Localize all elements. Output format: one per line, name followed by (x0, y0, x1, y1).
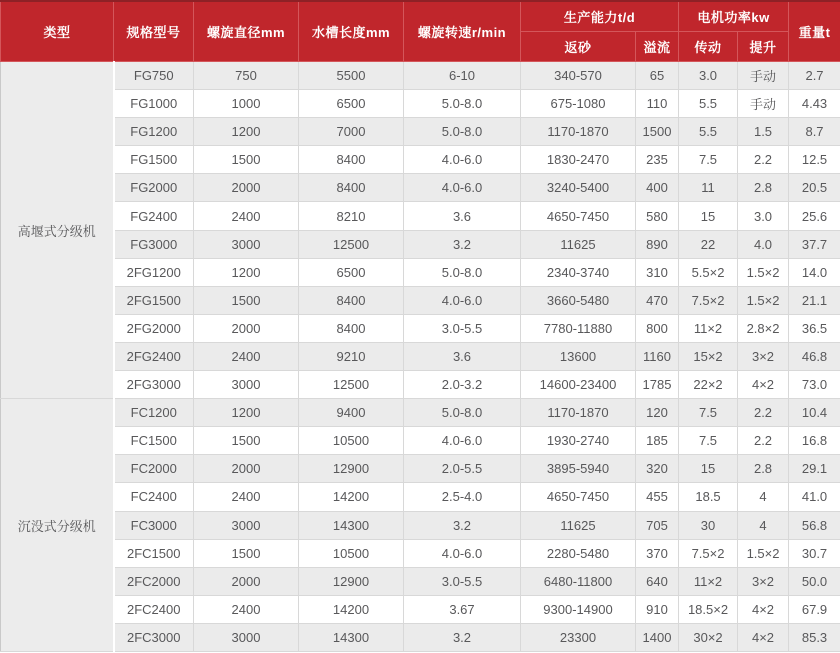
table-cell: 4×2 (738, 623, 789, 651)
table-cell: FC1200 (114, 399, 194, 427)
table-cell: 1200 (194, 118, 299, 146)
table-cell: 2280-5480 (521, 539, 636, 567)
table-cell: 10500 (299, 427, 404, 455)
table-cell: 8210 (299, 202, 404, 230)
table-cell: 8.7 (789, 118, 840, 146)
table-cell: 2FC2400 (114, 595, 194, 623)
table-cell: 2400 (194, 202, 299, 230)
table-cell: FG2000 (114, 174, 194, 202)
table-row (1, 427, 840, 455)
table-cell: 310 (636, 258, 679, 286)
table-cell: 14.0 (789, 258, 840, 286)
table-cell: 2400 (194, 483, 299, 511)
header-model: 规格型号 (114, 1, 194, 62)
table-cell: 580 (636, 202, 679, 230)
table-cell: 16.8 (789, 427, 840, 455)
table-row (1, 90, 840, 118)
table-cell: 3660-5480 (521, 286, 636, 314)
header-overflow: 溢流 (636, 32, 679, 62)
table-cell: 1.5 (738, 118, 789, 146)
table-cell: 4.0-6.0 (404, 174, 521, 202)
table-cell: 2400 (194, 342, 299, 370)
table-cell: 3.2 (404, 511, 521, 539)
table-cell: 10.4 (789, 399, 840, 427)
table-row (1, 62, 840, 90)
table-cell: 3.0 (679, 62, 738, 90)
table-cell: FG1000 (114, 90, 194, 118)
header-spiral-speed: 螺旋转速r/min (404, 1, 521, 62)
table-cell: 4 (738, 483, 789, 511)
table-cell: 15×2 (679, 342, 738, 370)
table-cell: 3.6 (404, 202, 521, 230)
table-cell: 7.5 (679, 399, 738, 427)
table-cell: 1500 (194, 539, 299, 567)
table-cell: 3000 (194, 371, 299, 399)
table-cell: 890 (636, 230, 679, 258)
table-cell: 30.7 (789, 539, 840, 567)
table-cell: 6480-11800 (521, 567, 636, 595)
table-body (1, 62, 840, 652)
table-cell: FG750 (114, 62, 194, 90)
table-cell: 9400 (299, 399, 404, 427)
table-cell: 2FC3000 (114, 623, 194, 651)
table-cell: 470 (636, 286, 679, 314)
table-cell: 11625 (521, 511, 636, 539)
table-cell: 2FG1200 (114, 258, 194, 286)
table-cell: FC2000 (114, 455, 194, 483)
table-cell: 4.43 (789, 90, 840, 118)
table-cell: 手动 (738, 62, 789, 90)
table-cell: 1500 (194, 427, 299, 455)
header-weight: 重量t (789, 1, 840, 62)
table-cell: 2.8 (738, 174, 789, 202)
table-cell: 3000 (194, 623, 299, 651)
table-cell: 65 (636, 62, 679, 90)
table-cell: 3.0 (738, 202, 789, 230)
table-cell: 2.2 (738, 427, 789, 455)
table-cell: 3×2 (738, 342, 789, 370)
table-cell: FC2400 (114, 483, 194, 511)
table-cell: 5.5×2 (679, 258, 738, 286)
table-cell: FG3000 (114, 230, 194, 258)
header-spiral-diameter: 螺旋直径mm (194, 1, 299, 62)
table-cell: 8400 (299, 314, 404, 342)
table-cell: 5.0-8.0 (404, 399, 521, 427)
table-row (1, 174, 840, 202)
table-cell: 14300 (299, 511, 404, 539)
table-cell: 5.0-8.0 (404, 118, 521, 146)
header-drive: 传动 (679, 32, 738, 62)
table-cell: 320 (636, 455, 679, 483)
header-row-1 (1, 1, 840, 32)
table-cell: 4×2 (738, 595, 789, 623)
table-cell: 14200 (299, 483, 404, 511)
table-row (1, 371, 840, 399)
table-cell: 15 (679, 202, 738, 230)
table-cell: 1160 (636, 342, 679, 370)
table-cell: 910 (636, 595, 679, 623)
table-cell: 1000 (194, 90, 299, 118)
table-cell: 7.5 (679, 146, 738, 174)
table-cell: 5.0-8.0 (404, 90, 521, 118)
table-cell: 1400 (636, 623, 679, 651)
table-cell: 36.5 (789, 314, 840, 342)
table-cell: 2400 (194, 595, 299, 623)
table-cell: 2.8 (738, 455, 789, 483)
table-cell: 185 (636, 427, 679, 455)
table-cell: 2.0-3.2 (404, 371, 521, 399)
table-cell: 7000 (299, 118, 404, 146)
table-cell: 20.5 (789, 174, 840, 202)
table-row (1, 230, 840, 258)
table-row (1, 511, 840, 539)
table-cell: 6500 (299, 90, 404, 118)
table-cell: 2.5-4.0 (404, 483, 521, 511)
table-cell: 18.5×2 (679, 595, 738, 623)
table-cell: 5.5 (679, 90, 738, 118)
table-cell: 18.5 (679, 483, 738, 511)
table-cell: 23300 (521, 623, 636, 651)
table-cell: 4×2 (738, 371, 789, 399)
table-cell: 2FG1500 (114, 286, 194, 314)
table-cell: 4.0-6.0 (404, 146, 521, 174)
table-cell: 2.7 (789, 62, 840, 90)
table-cell: 30×2 (679, 623, 738, 651)
table-row (1, 118, 840, 146)
table-cell: 3.0-5.5 (404, 314, 521, 342)
table-cell: 21.1 (789, 286, 840, 314)
table-row (1, 595, 840, 623)
table-row (1, 342, 840, 370)
table-cell: 11×2 (679, 314, 738, 342)
table-row (1, 455, 840, 483)
table-row (1, 567, 840, 595)
table-cell: 4 (738, 511, 789, 539)
table-cell: 3×2 (738, 567, 789, 595)
table-cell: 3.6 (404, 342, 521, 370)
table-cell: 675-1080 (521, 90, 636, 118)
table-cell: 7.5×2 (679, 286, 738, 314)
table-cell: 7.5×2 (679, 539, 738, 567)
table-cell: 3.2 (404, 230, 521, 258)
header-return-sand: 返砂 (521, 32, 636, 62)
table-cell: 5.5 (679, 118, 738, 146)
table-header (1, 1, 840, 62)
table-row (1, 623, 840, 651)
type-group-cell: 沉没式分级机 (1, 399, 114, 652)
table-cell: 14600-23400 (521, 371, 636, 399)
table-row (1, 286, 840, 314)
table-cell: 2FG3000 (114, 371, 194, 399)
table-cell: 8400 (299, 286, 404, 314)
table-cell: 2340-3740 (521, 258, 636, 286)
table-cell: 705 (636, 511, 679, 539)
table-cell: 1930-2740 (521, 427, 636, 455)
table-cell: 2.8×2 (738, 314, 789, 342)
table-cell: 4650-7450 (521, 202, 636, 230)
table-row (1, 314, 840, 342)
table-cell: 1500 (194, 286, 299, 314)
table-cell: 120 (636, 399, 679, 427)
table-cell: 85.3 (789, 623, 840, 651)
table-cell: 14200 (299, 595, 404, 623)
table-cell: 1830-2470 (521, 146, 636, 174)
table-cell: FG2400 (114, 202, 194, 230)
table-cell: 11625 (521, 230, 636, 258)
table-cell: 22×2 (679, 371, 738, 399)
table-cell: 2FG2000 (114, 314, 194, 342)
table-cell: FG1200 (114, 118, 194, 146)
table-cell: 8400 (299, 174, 404, 202)
table-cell: 1500 (636, 118, 679, 146)
table-cell: 2.2 (738, 146, 789, 174)
table-cell: 455 (636, 483, 679, 511)
table-cell: 37.7 (789, 230, 840, 258)
table-cell: 1200 (194, 258, 299, 286)
table-row (1, 146, 840, 174)
table-cell: 370 (636, 539, 679, 567)
table-row (1, 539, 840, 567)
table-cell: 2000 (194, 567, 299, 595)
table-cell: 340-570 (521, 62, 636, 90)
table-cell: 12500 (299, 371, 404, 399)
table-cell: 8400 (299, 146, 404, 174)
table-cell: 3.0-5.5 (404, 567, 521, 595)
table-cell: 2000 (194, 314, 299, 342)
table-cell: 6-10 (404, 62, 521, 90)
table-cell: 73.0 (789, 371, 840, 399)
table-cell: 1170-1870 (521, 118, 636, 146)
table-cell: 12900 (299, 455, 404, 483)
table-cell: 2.2 (738, 399, 789, 427)
table-cell: FC1500 (114, 427, 194, 455)
table-cell: 2000 (194, 174, 299, 202)
table-cell: 1.5×2 (738, 286, 789, 314)
table-row (1, 202, 840, 230)
table-cell: 41.0 (789, 483, 840, 511)
table-cell: 2000 (194, 455, 299, 483)
table-cell: 46.8 (789, 342, 840, 370)
table-row (1, 258, 840, 286)
header-capacity-group: 生产能力t/d (521, 1, 679, 32)
table-cell: 750 (194, 62, 299, 90)
table-cell: 5.0-8.0 (404, 258, 521, 286)
table-cell: 12900 (299, 567, 404, 595)
table-cell: FG1500 (114, 146, 194, 174)
table-cell: 22 (679, 230, 738, 258)
table-cell: 1200 (194, 399, 299, 427)
table-cell: 12.5 (789, 146, 840, 174)
table-cell: 56.8 (789, 511, 840, 539)
table-cell: 2FC2000 (114, 567, 194, 595)
table-cell: 800 (636, 314, 679, 342)
table-cell: 9210 (299, 342, 404, 370)
table-cell: 640 (636, 567, 679, 595)
table-cell: 10500 (299, 539, 404, 567)
table-row (1, 399, 840, 427)
header-motor-power-group: 电机功率kw (679, 1, 789, 32)
table-cell: 3.67 (404, 595, 521, 623)
table-cell: 6500 (299, 258, 404, 286)
table-cell: 3000 (194, 230, 299, 258)
table-cell: FC3000 (114, 511, 194, 539)
header-lift: 提升 (738, 32, 789, 62)
table-cell: 11 (679, 174, 738, 202)
header-trough-length: 水槽长度mm (299, 1, 404, 62)
table-cell: 4.0-6.0 (404, 427, 521, 455)
table-cell: 1170-1870 (521, 399, 636, 427)
header-type: 类型 (1, 1, 114, 62)
table-cell: 1500 (194, 146, 299, 174)
table-cell: 3.2 (404, 623, 521, 651)
table-cell: 3000 (194, 511, 299, 539)
table-cell: 29.1 (789, 455, 840, 483)
table-cell: 67.9 (789, 595, 840, 623)
table-cell: 1.5×2 (738, 258, 789, 286)
table-cell: 400 (636, 174, 679, 202)
table-cell: 2FG2400 (114, 342, 194, 370)
table-cell: 4.0-6.0 (404, 539, 521, 567)
table-cell: 7780-11880 (521, 314, 636, 342)
table-cell: 15 (679, 455, 738, 483)
table-cell: 2FC1500 (114, 539, 194, 567)
table-cell: 9300-14900 (521, 595, 636, 623)
table-cell: 1.5×2 (738, 539, 789, 567)
table-row (1, 483, 840, 511)
table-cell: 25.6 (789, 202, 840, 230)
type-group-cell: 高堰式分级机 (1, 62, 114, 399)
table-cell: 4650-7450 (521, 483, 636, 511)
table-cell: 7.5 (679, 427, 738, 455)
table-cell: 3895-5940 (521, 455, 636, 483)
table-cell: 12500 (299, 230, 404, 258)
table-cell: 1785 (636, 371, 679, 399)
table-cell: 5500 (299, 62, 404, 90)
table-cell: 50.0 (789, 567, 840, 595)
table-cell: 手动 (738, 90, 789, 118)
table-cell: 110 (636, 90, 679, 118)
table-cell: 4.0-6.0 (404, 286, 521, 314)
table-cell: 2.0-5.5 (404, 455, 521, 483)
table-cell: 235 (636, 146, 679, 174)
table-cell: 4.0 (738, 230, 789, 258)
table-cell: 14300 (299, 623, 404, 651)
table-cell: 11×2 (679, 567, 738, 595)
table-cell: 3240-5400 (521, 174, 636, 202)
table-cell: 30 (679, 511, 738, 539)
table-cell: 13600 (521, 342, 636, 370)
